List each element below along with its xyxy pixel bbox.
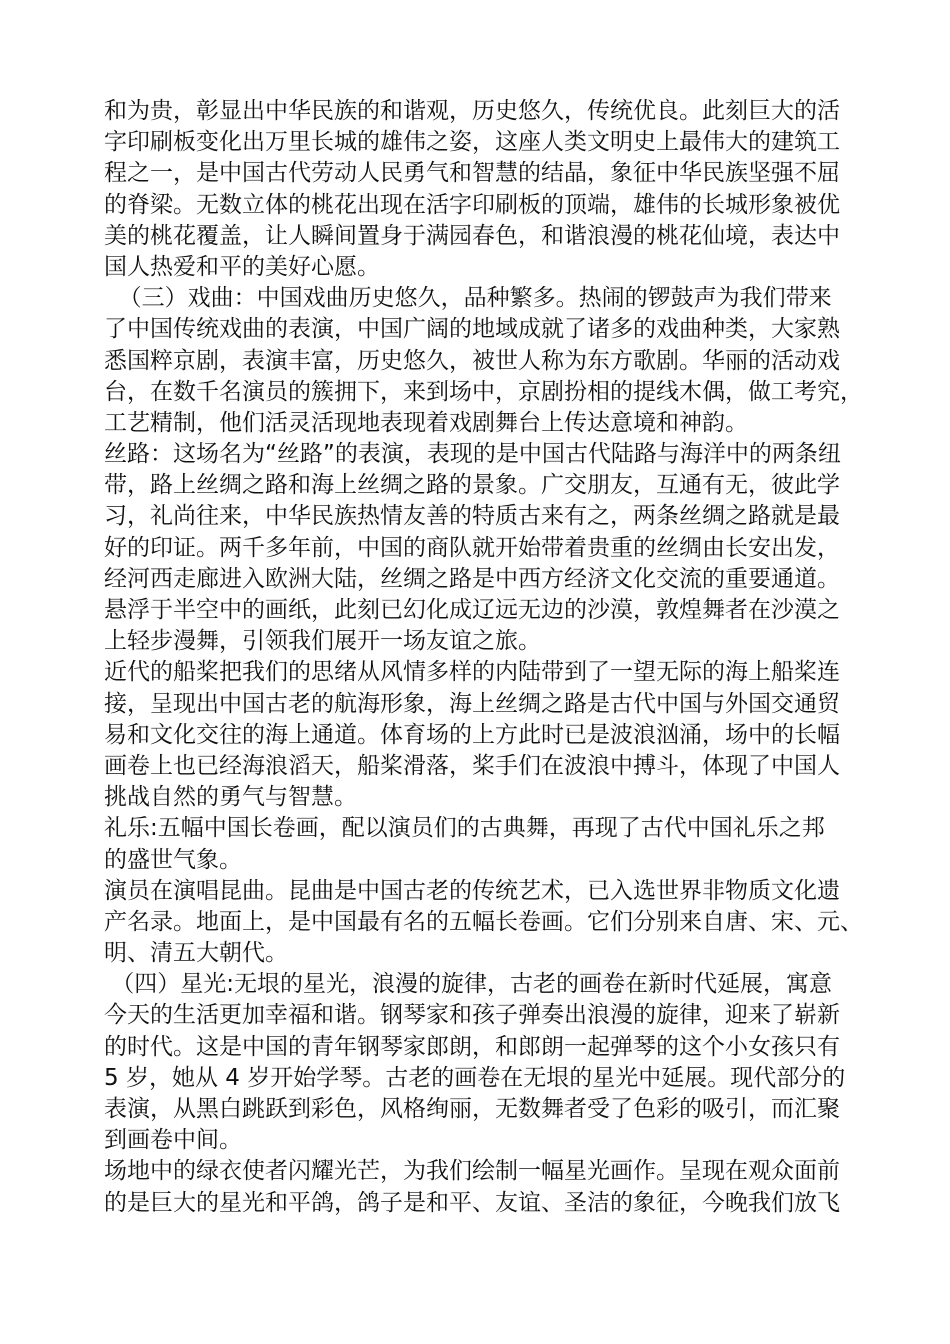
- text-line: 带，路上丝绸之路和海上丝绸之路的景象。广交朋友，互通有无，彼此学: [104, 472, 840, 499]
- text-line: 台，在数千名演员的簇拥下，来到场中，京剧扮相的提线木偶，做工考究，: [104, 378, 863, 405]
- text-line: （三）戏曲：中国戏曲历史悠久，品种繁多。热闹的锣鼓声为我们带来: [104, 285, 832, 312]
- text-line: 演员在演唱昆曲。昆曲是中国古老的传统艺术，已入选世界非物质文化遗: [104, 877, 840, 904]
- text-line: 美的桃花覆盖，让人瞬间置身于满园春色，和谐浪漫的桃花仙境，表达中: [104, 222, 840, 249]
- text-line: 挑战自然的勇气与智慧。: [104, 784, 357, 811]
- text-line: 产名录。地面上，是中国最有名的五幅长卷画。它们分别来自唐、宋、元、: [104, 908, 863, 935]
- text-line: 国人热爱和平的美好心愿。: [104, 253, 380, 280]
- text-line: 工艺精制，他们活灵活现地表现着戏剧舞台上传达意境和神韵。: [104, 409, 748, 436]
- text-line: 悉国粹京剧，表演丰富，历史悠久，被世人称为东方歌剧。华丽的活动戏: [104, 347, 840, 374]
- text-line: 易和文化交往的海上通道。体育场的上方此时已是波浪汹涌，场中的长幅: [104, 721, 840, 748]
- text-line: 经河西走廊进入欧洲大陆，丝绸之路是中西方经济文化交流的重要通道。: [104, 565, 840, 592]
- text-line: 到画卷中间。: [104, 1127, 242, 1154]
- text-line: 接，呈现出中国古老的航海形象，海上丝绸之路是古代中国与外国交通贸: [104, 690, 840, 717]
- text-line: 和为贵，彰显出中华民族的和谐观，历史悠久，传统优良。此刻巨大的活: [104, 98, 840, 124]
- text-line: 程之一，是中国古代劳动人民勇气和智慧的结晶，象征中华民族坚强不屈: [104, 160, 840, 187]
- text-line: 表演，从黑白跳跃到彩色，风格绚丽，无数舞者受了色彩的吸引，而汇聚: [104, 1096, 840, 1122]
- text-line: 场地中的绿衣使者闪耀光芒，为我们绘制一幅星光画作。呈现在观众面前: [104, 1158, 840, 1185]
- text-line: 好的印证。两千多年前，中国的商队就开始带着贵重的丝绸由长安出发，: [104, 534, 840, 561]
- text-line: 的时代。这是中国的青年钢琴家郎朗，和郎朗一起弹琴的这个小女孩只有: [104, 1033, 840, 1060]
- text-line: 的盛世气象。: [104, 846, 242, 873]
- text-line: 字印刷板变化出万里长城的雄伟之姿，这座人类文明史上最伟大的建筑工: [104, 129, 840, 156]
- body-text: [104, 96, 884, 1219]
- text-line: 明、清五大朝代。: [104, 940, 288, 967]
- text-line: （四）星光:无垠的星光，浪漫的旋律，古老的画卷在新时代延展，寓意: [104, 971, 833, 998]
- text-line: 的脊梁。无数立体的桃花出现在活字印刷板的顶端，雄伟的长城形象被优: [104, 191, 840, 218]
- text-line: 画卷上也已经海浪滔天，船桨滑落，桨手们在波浪中搏斗，体现了中国人: [104, 752, 840, 779]
- text-line: 上轻步漫舞，引领我们展开一场友谊之旅。: [104, 628, 541, 655]
- text-line: 习，礼尚往来，中华民族热情友善的特质古来有之，两条丝绸之路就是最: [104, 503, 840, 530]
- text-line: 近代的船桨把我们的思绪从风情多样的内陆带到了一望无际的海上船桨连: [104, 659, 840, 686]
- text-line: 今天的生活更加幸福和谐。钢琴家和孩子弹奏出浪漫的旋律，迎来了崭新: [104, 1002, 840, 1029]
- text-line: 礼乐:五幅中国长卷画，配以演员们的古典舞，再现了古代中国礼乐之邦: [104, 815, 825, 842]
- text-line: 悬浮于半空中的画纸，此刻已幻化成辽远无边的沙漠，敦煌舞者在沙漠之: [104, 597, 840, 623]
- text-line: 5 岁，她从 4 岁开始学琴。古老的画卷在无垠的星光中延展。现代部分的: [104, 1064, 846, 1091]
- text-line: 丝路：这场名为“丝路”的表演，表现的是中国古代陆路与海洋中的两条纽: [104, 441, 841, 468]
- text-line: 的是巨大的星光和平鸽，鸽子是和平、友谊、圣洁的象征，今晚我们放飞: [104, 1189, 840, 1216]
- text-line: 了中国传统戏曲的表演，中国广阔的地域成就了诸多的戏曲种类，大家熟: [104, 316, 840, 343]
